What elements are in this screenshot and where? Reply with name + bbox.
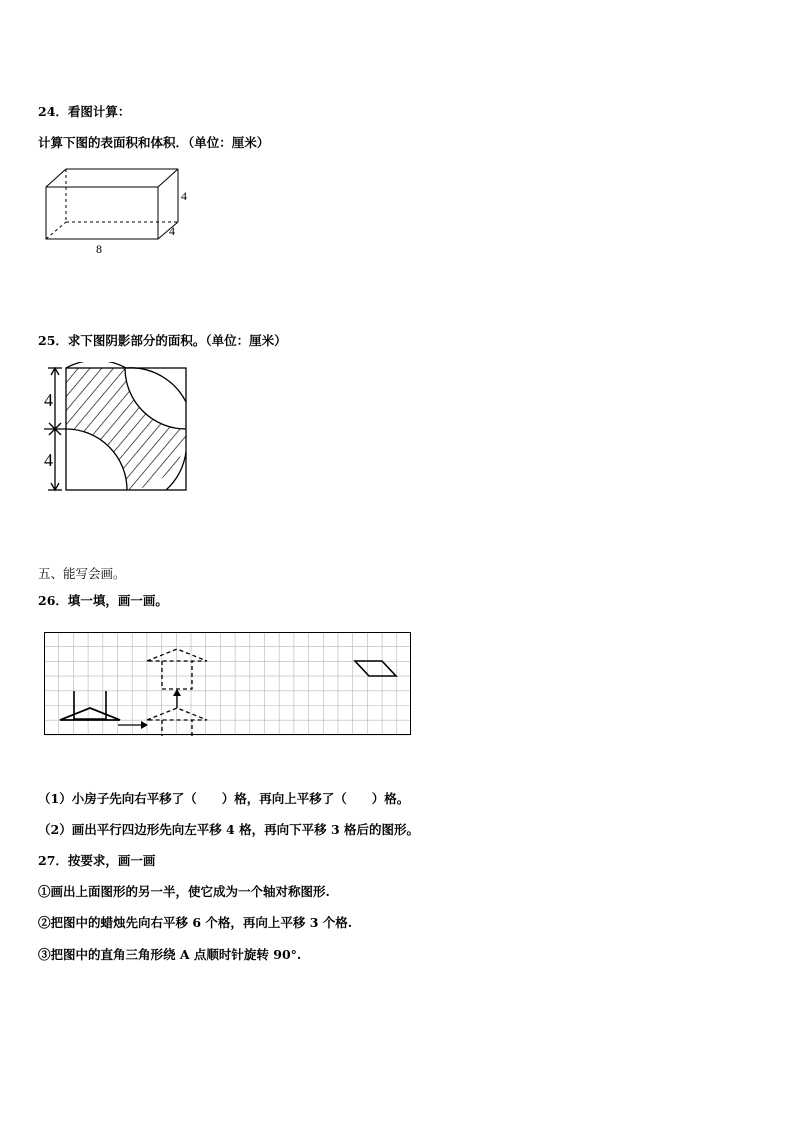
dimension-label-bottom: 4 — [44, 450, 53, 470]
q25-title: 25．求下图阴影部分的面积。（单位：厘米） — [38, 333, 287, 348]
q24-prompt: 计算下图的表面积和体积．（单位：厘米） — [38, 135, 270, 150]
q24-title: 24．看图计算： — [38, 104, 131, 119]
q27-title: 27．按要求，画一画 — [38, 853, 156, 868]
cuboid-depth-label: 4 — [169, 224, 175, 238]
parallelogram — [355, 661, 396, 676]
translation-grid-figure — [44, 632, 412, 736]
original-house — [60, 690, 120, 736]
shaded-area-figure — [36, 362, 196, 496]
section5-title: 五、能写会画。 — [38, 566, 126, 581]
q27-item-3: ③把图中的直角三角形绕 A 点顺时针旋转 90°. — [38, 947, 302, 962]
q27-item-1: ①画出上面图形的另一半，使它成为一个轴对称图形. — [38, 884, 330, 899]
q27-item-2: ②把图中的蜡烛先向右平移 6 个格，再向上平移 3 个格. — [38, 915, 353, 930]
q26-title: 26．填一填，画一画。 — [38, 593, 168, 608]
q26-sub2: （2）画出平行四边形先向左平移 4 格，再向下平移 3 格后的图形。 — [38, 822, 420, 837]
cuboid-length-label: 8 — [96, 242, 102, 256]
cuboid-height-label: 4 — [181, 189, 187, 203]
q26-sub1: （1）小房子先向右平移了（ ）格，再向上平移了（ ）格。 — [38, 791, 410, 806]
cuboid-figure — [36, 160, 196, 260]
dimension-label-top: 4 — [44, 390, 53, 410]
